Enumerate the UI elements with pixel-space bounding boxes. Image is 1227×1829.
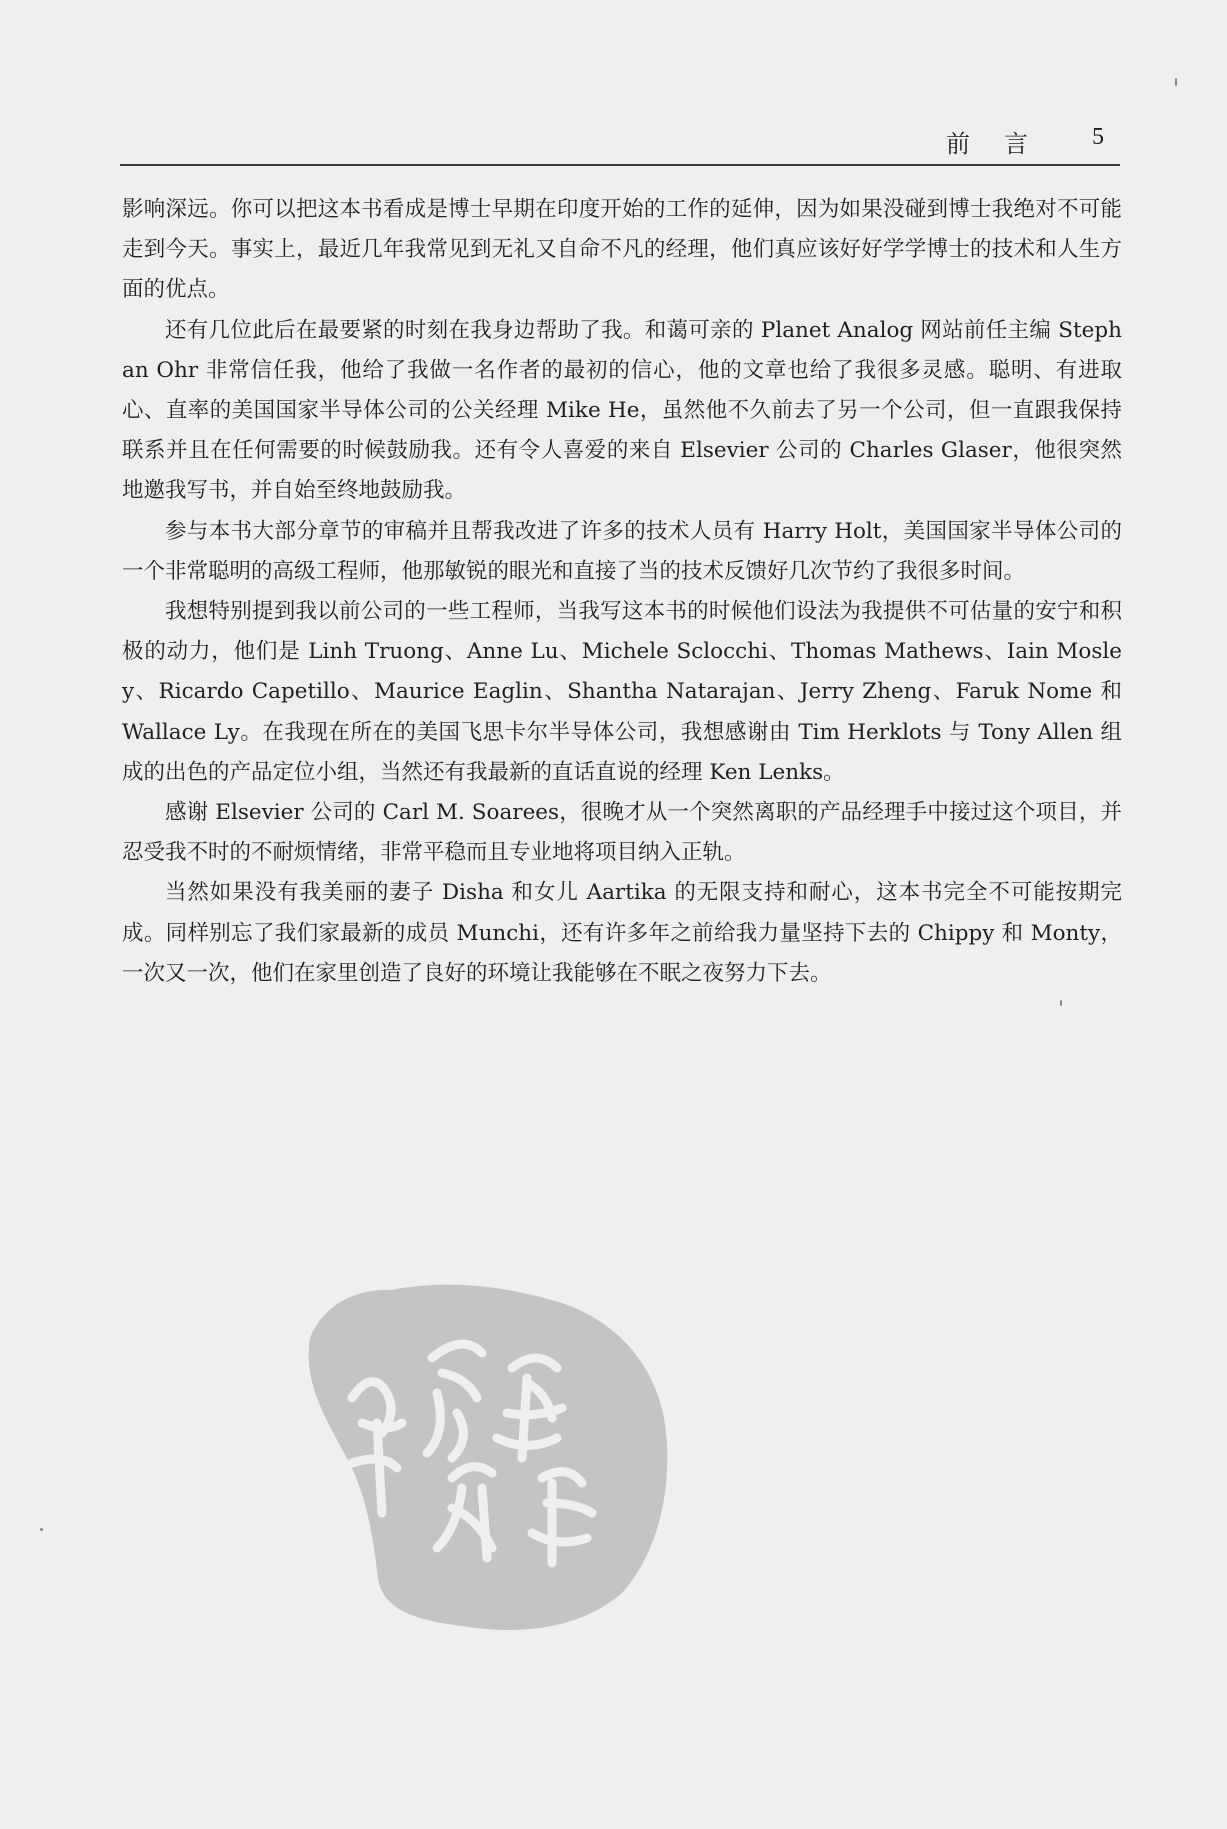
header-title: 前言 xyxy=(946,130,1062,158)
seal-stamp-graphic xyxy=(282,1248,682,1638)
seal-stamp-icon xyxy=(282,1248,682,1638)
scan-speck xyxy=(1060,1000,1062,1006)
paragraph-3: 参与本书大部分章节的审稿并且帮我改进了许多的技术人员有 Harry Holt，美国国家半导体公司的一个非常聪明的高级工程师，他那敏锐的眼光和直接了当的技术反馈好几次节约了我很多时间。 xyxy=(122,518,1122,584)
paragraph-4: 我想特别提到我以前公司的一些工程师，当我写这本书的时候他们设法为我提供不可估量的安宁和积极的动力，他们是 Linh Truong、Anne Lu、Michele Sclocchi、Thomas Mathews、Iain Mosley、Ricardo Capetillo、Maurice Eaglin、Shantha Natarajan、Jerry Zheng、Faruk Nome 和 Wallace Ly。在我现在所在的美国飞思卡尔半导体公司，我想感谢由 Tim Herklots 与 Tony Allen 组成的出色的产品定位小组，当然还有我最新的直话直说的经理 Ken Lenks。 xyxy=(122,599,1122,785)
scan-speck xyxy=(1175,78,1177,86)
body-text xyxy=(122,190,1122,994)
page-number: 5 xyxy=(1092,124,1104,150)
scan-speck xyxy=(40,1528,43,1531)
paragraph-5: 感谢 Elsevier 公司的 Carl M. Soarees，很晚才从一个突然离职的产品经理手中接过这个项目，并忍受我不时的不耐烦情绪，非常平稳而且专业地将项目纳入正轨。 xyxy=(122,800,1122,866)
paragraph-6: 当然如果没有我美丽的妻子 Disha 和女儿 Aartika 的无限支持和耐心，这本书完全不可能按期完成。同样别忘了我们家最新的成员 Munchi，还有许多年之前给我力量坚持下去的 Chippy 和 Monty，一次又一次，他们在家里创造了良好的环境让我能够在不眠之夜努力下去。 xyxy=(122,880,1122,986)
paragraph-2: 还有几位此后在最要紧的时刻在我身边帮助了我。和蔼可亲的 Planet Analog 网站前任主编 Stephan Ohr 非常信任我，他给了我做一名作者的最初的信心，他的文章也给了我很多灵感。聪明、有进取心、直率的美国国家半导体公司的公关经理 Mike He，虽然他不久前去了另一个公司，但一直跟我保持联系并且在任何需要的时候鼓励我。还有令人喜爱的来自 Elsevier 公司的 Charles Glaser，他很突然地邀我写书，并自始至终地鼓励我。 xyxy=(122,317,1122,504)
page-header xyxy=(120,118,1120,166)
paragraph-1: 影响深远。你可以把这本书看成是博士早期在印度开始的工作的延伸，因为如果没碰到博士我绝对不可能走到今天。事实上，最近几年我常见到无礼又自命不凡的经理，他们真应该好好学学博士的技术和人生方面的优点。 xyxy=(122,197,1122,303)
